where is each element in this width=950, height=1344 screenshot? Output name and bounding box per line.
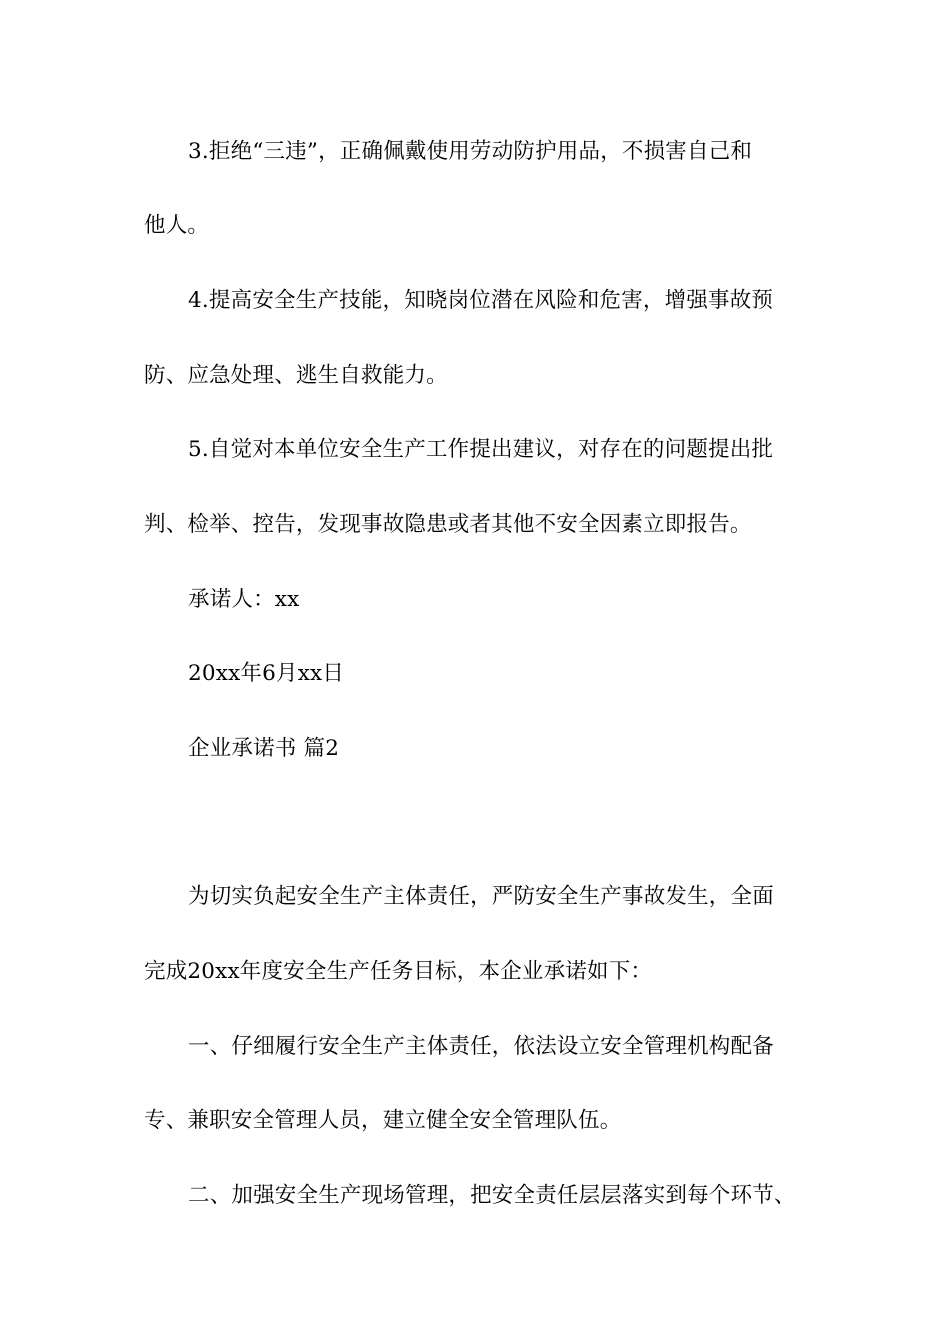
intro-paragraph-line-2: 完成20xx年度安全生产任务目标，本企业承诺如下：: [144, 959, 653, 984]
paragraph-item-3-line-2: 他人。: [144, 213, 210, 238]
paragraph-item-4-line-1: 4.提高安全生产技能，知晓岗位潜在风险和危害，增强事故预: [188, 288, 774, 313]
clause-2-line-1: 二、加强安全生产现场管理，把安全责任层层落实到每个环节、: [188, 1183, 796, 1208]
intro-paragraph-line-1: 为切实负起安全生产主体责任，严防安全生产事故发生，全面: [188, 884, 774, 909]
date-line: 20xx年6月xx日: [188, 661, 345, 686]
paragraph-item-3-line-1: 3.拒绝“三违”，正确佩戴使用劳动防护用品，不损害自己和: [188, 139, 753, 164]
paragraph-item-5-line-2: 判、检举、控告，发现事故隐患或者其他不安全因素立即报告。: [144, 512, 752, 537]
paragraph-item-5-line-1: 5.自觉对本单位安全生产工作提出建议，对存在的问题提出批: [188, 437, 774, 462]
clause-1-line-2: 专、兼职安全管理人员，建立健全安全管理队伍。: [144, 1108, 622, 1133]
signatory-line: 承诺人：xx: [188, 587, 300, 612]
clause-1-line-1: 一、仔细履行安全生产主体责任，依法设立安全管理机构配备: [188, 1034, 774, 1059]
paragraph-item-4-line-2: 防、应急处理、逃生自救能力。: [144, 363, 448, 388]
section-heading: 企业承诺书 篇2: [188, 736, 340, 761]
